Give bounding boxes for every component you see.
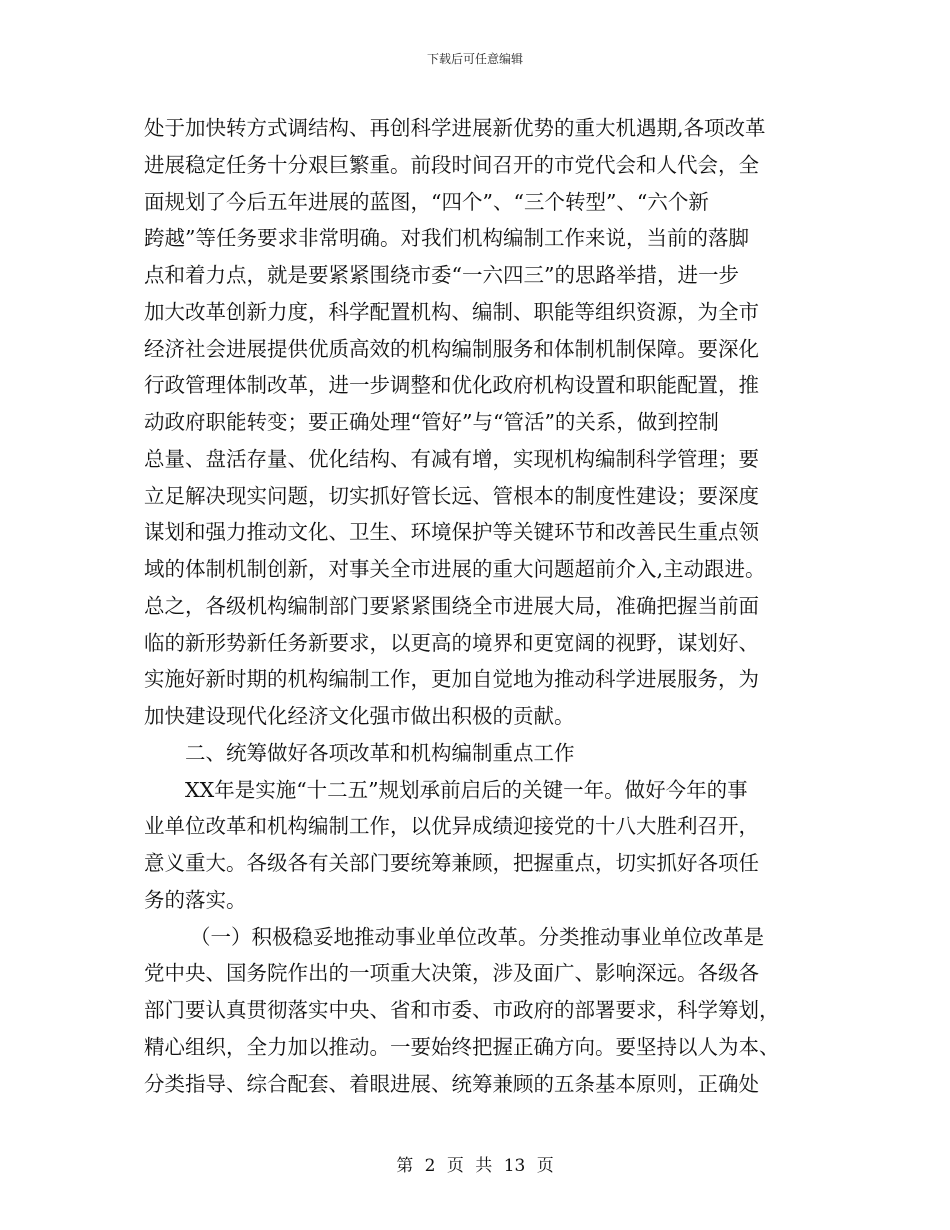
body-line: 点和着力点，就是要紧紧围绕市委“一六四三”的思路举措，进一步 xyxy=(144,263,739,287)
body-line: （一）积极稳妥地推动事业单位改革。分类推动事业单位改革是 xyxy=(190,924,764,949)
page-header: 下载后可任意编辑 xyxy=(426,52,523,66)
body-line: 加大改革创新力度，科学配置机构、编制、职能等组织资源，为全市 xyxy=(144,299,759,324)
section-heading: 二、统筹做好各项改革和机构编制重点工作 xyxy=(185,740,575,765)
body-line: 立足解决现实问题，切实抓好管长远、管根本的制度性建设；要深度 xyxy=(144,483,759,508)
body-line: 业单位改革和机构编制工作，以优异成绩迎接党的十八大胜利召开， xyxy=(144,814,759,839)
body-line: 部门要认真贯彻落实中央、省和市委、市政府的部署要求，科学筹划， xyxy=(144,998,780,1022)
document-body xyxy=(144,110,808,1102)
body-line: 加快建设现代化经济文化强市做出积极的贡献。 xyxy=(144,704,575,728)
body-line: 面规划了今后五年进展的蓝图，“四个”、“三个转型”、“六个新 xyxy=(144,189,709,214)
body-line: 总之，各级机构编制部门要紧紧围绕全市进展大局，准确把握当前面 xyxy=(144,593,759,618)
body-line: 实施好新时期的机构编制工作，更加自觉地为推动科学进展服务，为 xyxy=(144,667,759,692)
body-line: 处于加快转方式调结构、再创科学进展新优势的重大机遇期,各项改革 xyxy=(144,116,766,140)
body-line: 经济社会进展提供优质高效的机构编制服务和体制机制保障。要深化 xyxy=(144,336,759,361)
body-line: 进展稳定任务十分艰巨繁重。前段时间召开的市党代会和人代会，全 xyxy=(144,152,759,177)
body-line: 务的落实。 xyxy=(144,887,247,912)
body-line: 党中央、国务院作出的一项重大决策，涉及面广、影响深远。各级各 xyxy=(144,961,759,986)
body-line: 域的体制机制创新，对事关全市进展的重大问题超前介入,主动跟进。 xyxy=(144,557,766,581)
body-line: 动政府职能转变；要正确处理“管好”与“管活”的关系，做到控制 xyxy=(144,410,719,434)
body-line: 总量、盘活存量、优化结构、有减有增，实现机构编制科学管理；要 xyxy=(144,446,759,471)
body-line: 行政管理体制改革，进一步调整和优化政府机构设置和职能配置，推 xyxy=(144,373,759,398)
body-line: 精心组织，全力加以推动。一要始终把握正确方向。要坚持以人为本、 xyxy=(144,1034,780,1059)
body-line: 谋划和强力推动文化、卫生、环境保护等关键环节和改善民生重点领 xyxy=(144,520,759,545)
body-line: 分类指导、综合配套、着眼进展、统筹兼顾的五条基本原则，正确处 xyxy=(144,1071,759,1096)
body-line: XX年是实施“十二五”规划承前启后的关键一年。做好今年的事 xyxy=(185,777,748,802)
body-line: 临的新形势新任务新要求，以更高的境界和更宽阔的视野，谋划好、 xyxy=(144,630,759,655)
body-line: 跨越”等任务要求非常明确。对我们机构编制工作来说，当前的落脚 xyxy=(144,226,749,251)
body-line: 意义重大。各级各有关部门要统筹兼顾，把握重点，切实抓好各项任 xyxy=(144,851,759,875)
page-footer: 第 2 页 共 13 页 xyxy=(396,1156,554,1176)
